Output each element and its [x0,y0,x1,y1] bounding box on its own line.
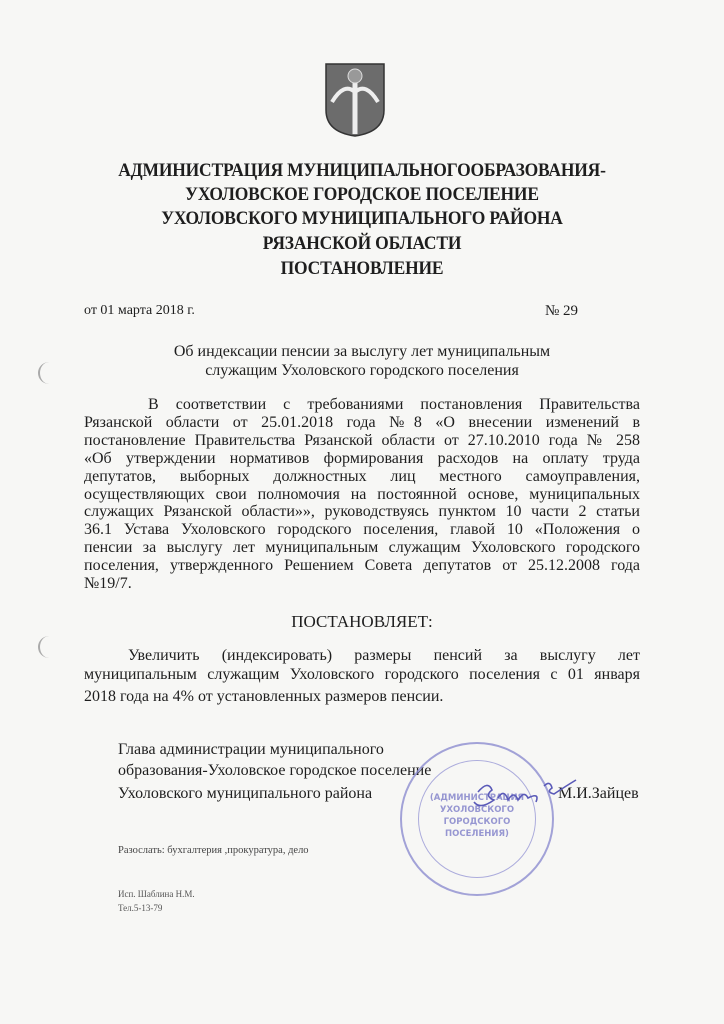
stamp-text: ПОСЕЛЕНИЯ) [445,829,509,839]
signatory-name: М.И.Зайцев [558,785,639,802]
preamble-line: постановление Правительства Рязанской области от 27.10.2010 года № 258 [84,432,640,449]
signatory-title: Ухоловского муниципального района [118,785,373,802]
document-number: № 29 [545,303,579,319]
coat-of-arms-icon [324,62,386,138]
preamble-line: осуществляющих свои полномочия на постоянной основе, муниципальных [84,486,640,503]
signatory-title: образования-Ухоловское городское поселение [118,762,432,779]
resolves-heading: ПОСТАНОВЛЯЕТ: [291,612,433,631]
signatory-title: Глава администрации муниципального [118,741,384,758]
subject-line: Об индексации пенсии за выслугу лет муниципальным [173,343,551,360]
handwritten-signature [470,778,580,814]
decision-line: Увеличить (индексировать) размеры пенсий за выслугу лет [128,647,640,664]
preamble-line: 36.1 Устава Ухоловского городского поселения, главой 10 «Положения о [84,521,640,538]
subject-line: служащим Ухоловского городского поселения [205,362,519,379]
stamp-text: (АДМИНИСТРАЦИЯ [429,793,525,803]
document-type: ПОСТАНОВЛЕНИЕ [280,258,444,279]
header-line: РЯЗАНСКОЙ ОБЛАСТИ [262,233,462,254]
preamble-line: В соответствии с требованиями постановления Правительства [148,396,640,413]
document-date: от 01 марта 2018 г. [84,303,195,318]
preamble-line: «Об утверждении нормативов формирования расходов на оплату труда [84,450,640,467]
decision-line: 2018 года на 4% от установленных размеров пенсии. [84,688,444,705]
preamble-line: депутатов, выборных должностных лиц местного самоуправления, [84,468,640,485]
preamble-line: служащих Рязанской области»», руководствуясь пунктом 10 части 2 статьи [84,503,640,520]
preamble-line: №19/7. [84,575,132,592]
preamble-line: поселения, утвержденного Решением Совета депутатов от 25.12.2008 года [84,557,640,574]
official-stamp [400,742,554,896]
decision-line: муниципальным служащим Ухоловского городского поселения с 01 января [84,666,640,683]
executor-phone: Тел.5-13-79 [118,903,163,913]
stamp-text: ГОРОДСКОГО [443,817,511,827]
preamble-line: Рязанской области от 25.01.2018 года №8 «О внесении изменений в [84,414,640,431]
preamble-line: пенсии за выслугу лет муниципальным служащим Ухоловского городского [84,539,640,556]
stamp-text: УХОЛОВСКОГО [439,805,515,815]
distribution-list: Разослать: бухгалтерия ,прокуратура, дело [118,845,309,856]
header-line: УХОЛОВСКОГО МУНИЦИПАЛЬНОГО РАЙОНА [161,208,563,229]
hole-punch-mark [38,636,52,658]
header-line: АДМИНИСТРАЦИЯ МУНИЦИПАЛЬНОГООБРАЗОВАНИЯ- [118,160,606,181]
executor-name: Исп. Шаблина Н.М. [118,889,195,899]
header-line: УХОЛОВСКОЕ ГОРОДСКОЕ ПОСЕЛЕНИЕ [185,184,539,205]
